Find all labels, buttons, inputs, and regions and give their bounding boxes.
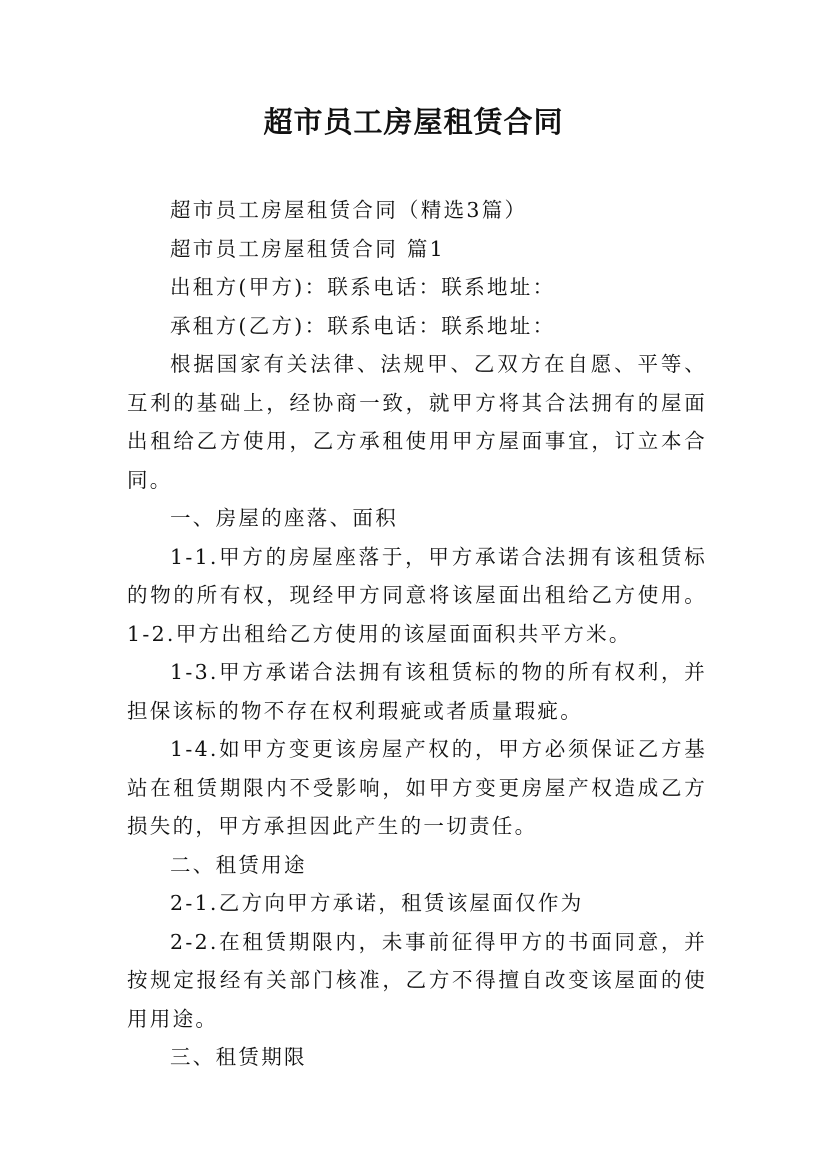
clause-1-1: 1-1.甲方的房屋座落于，甲方承诺合法拥有该租赁标的物的所有权，现经甲方同意将该屋面出租给乙方使用。1-2.甲方出租给乙方使用的该屋面面积共平方米。 bbox=[127, 544, 707, 646]
clause-2-1: 2-1.乙方向甲方承诺，租赁该屋面仅作为 bbox=[170, 891, 584, 915]
paragraph-selection-note: 超市员工房屋租赁合同（精选3篇） bbox=[170, 198, 528, 222]
document-title: 超市员工房屋租赁合同 bbox=[263, 105, 564, 139]
section-heading-usage: 二、租赁用途 bbox=[170, 852, 307, 877]
clause-1-4: 1-4.如甲方变更该房屋产权的，甲方必须保证乙方基站在租赁期限内不受影响，如甲方变更房屋产权造成乙方损失的，甲方承担因此产生的一切责任。 bbox=[127, 737, 707, 838]
paragraph-part-heading: 超市员工房屋租赁合同 篇1 bbox=[170, 236, 445, 261]
document-body bbox=[127, 191, 707, 1077]
clause-2-2: 2-2.在租赁期限内，未事前征得甲方的书面同意，并按规定报经有关部门核准，乙方不得擅自改变该屋面的使用用途。 bbox=[127, 929, 707, 1031]
paragraph-lessor: 出租方(甲方)：联系电话：联系地址： bbox=[170, 275, 556, 299]
paragraph-lessee: 承租方(乙方)：联系电话：联系地址： bbox=[170, 313, 556, 338]
section-heading-term: 三、租赁期限 bbox=[170, 1045, 307, 1069]
section-heading-location-area: 一、房屋的座落、面积 bbox=[170, 506, 398, 530]
paragraph-preamble: 根据国家有关法律、法规甲、乙双方在自愿、平等、互利的基础上，经协商一致，就甲方将其合法拥有的屋面出租给乙方使用，乙方承租使用甲方屋面事宜，订立本合同。 bbox=[127, 352, 707, 492]
clause-1-3: 1-3.甲方承诺合法拥有该租赁标的物的所有权利，并担保该标的物不存在权利瑕疵或者质量瑕疵。 bbox=[127, 660, 707, 723]
